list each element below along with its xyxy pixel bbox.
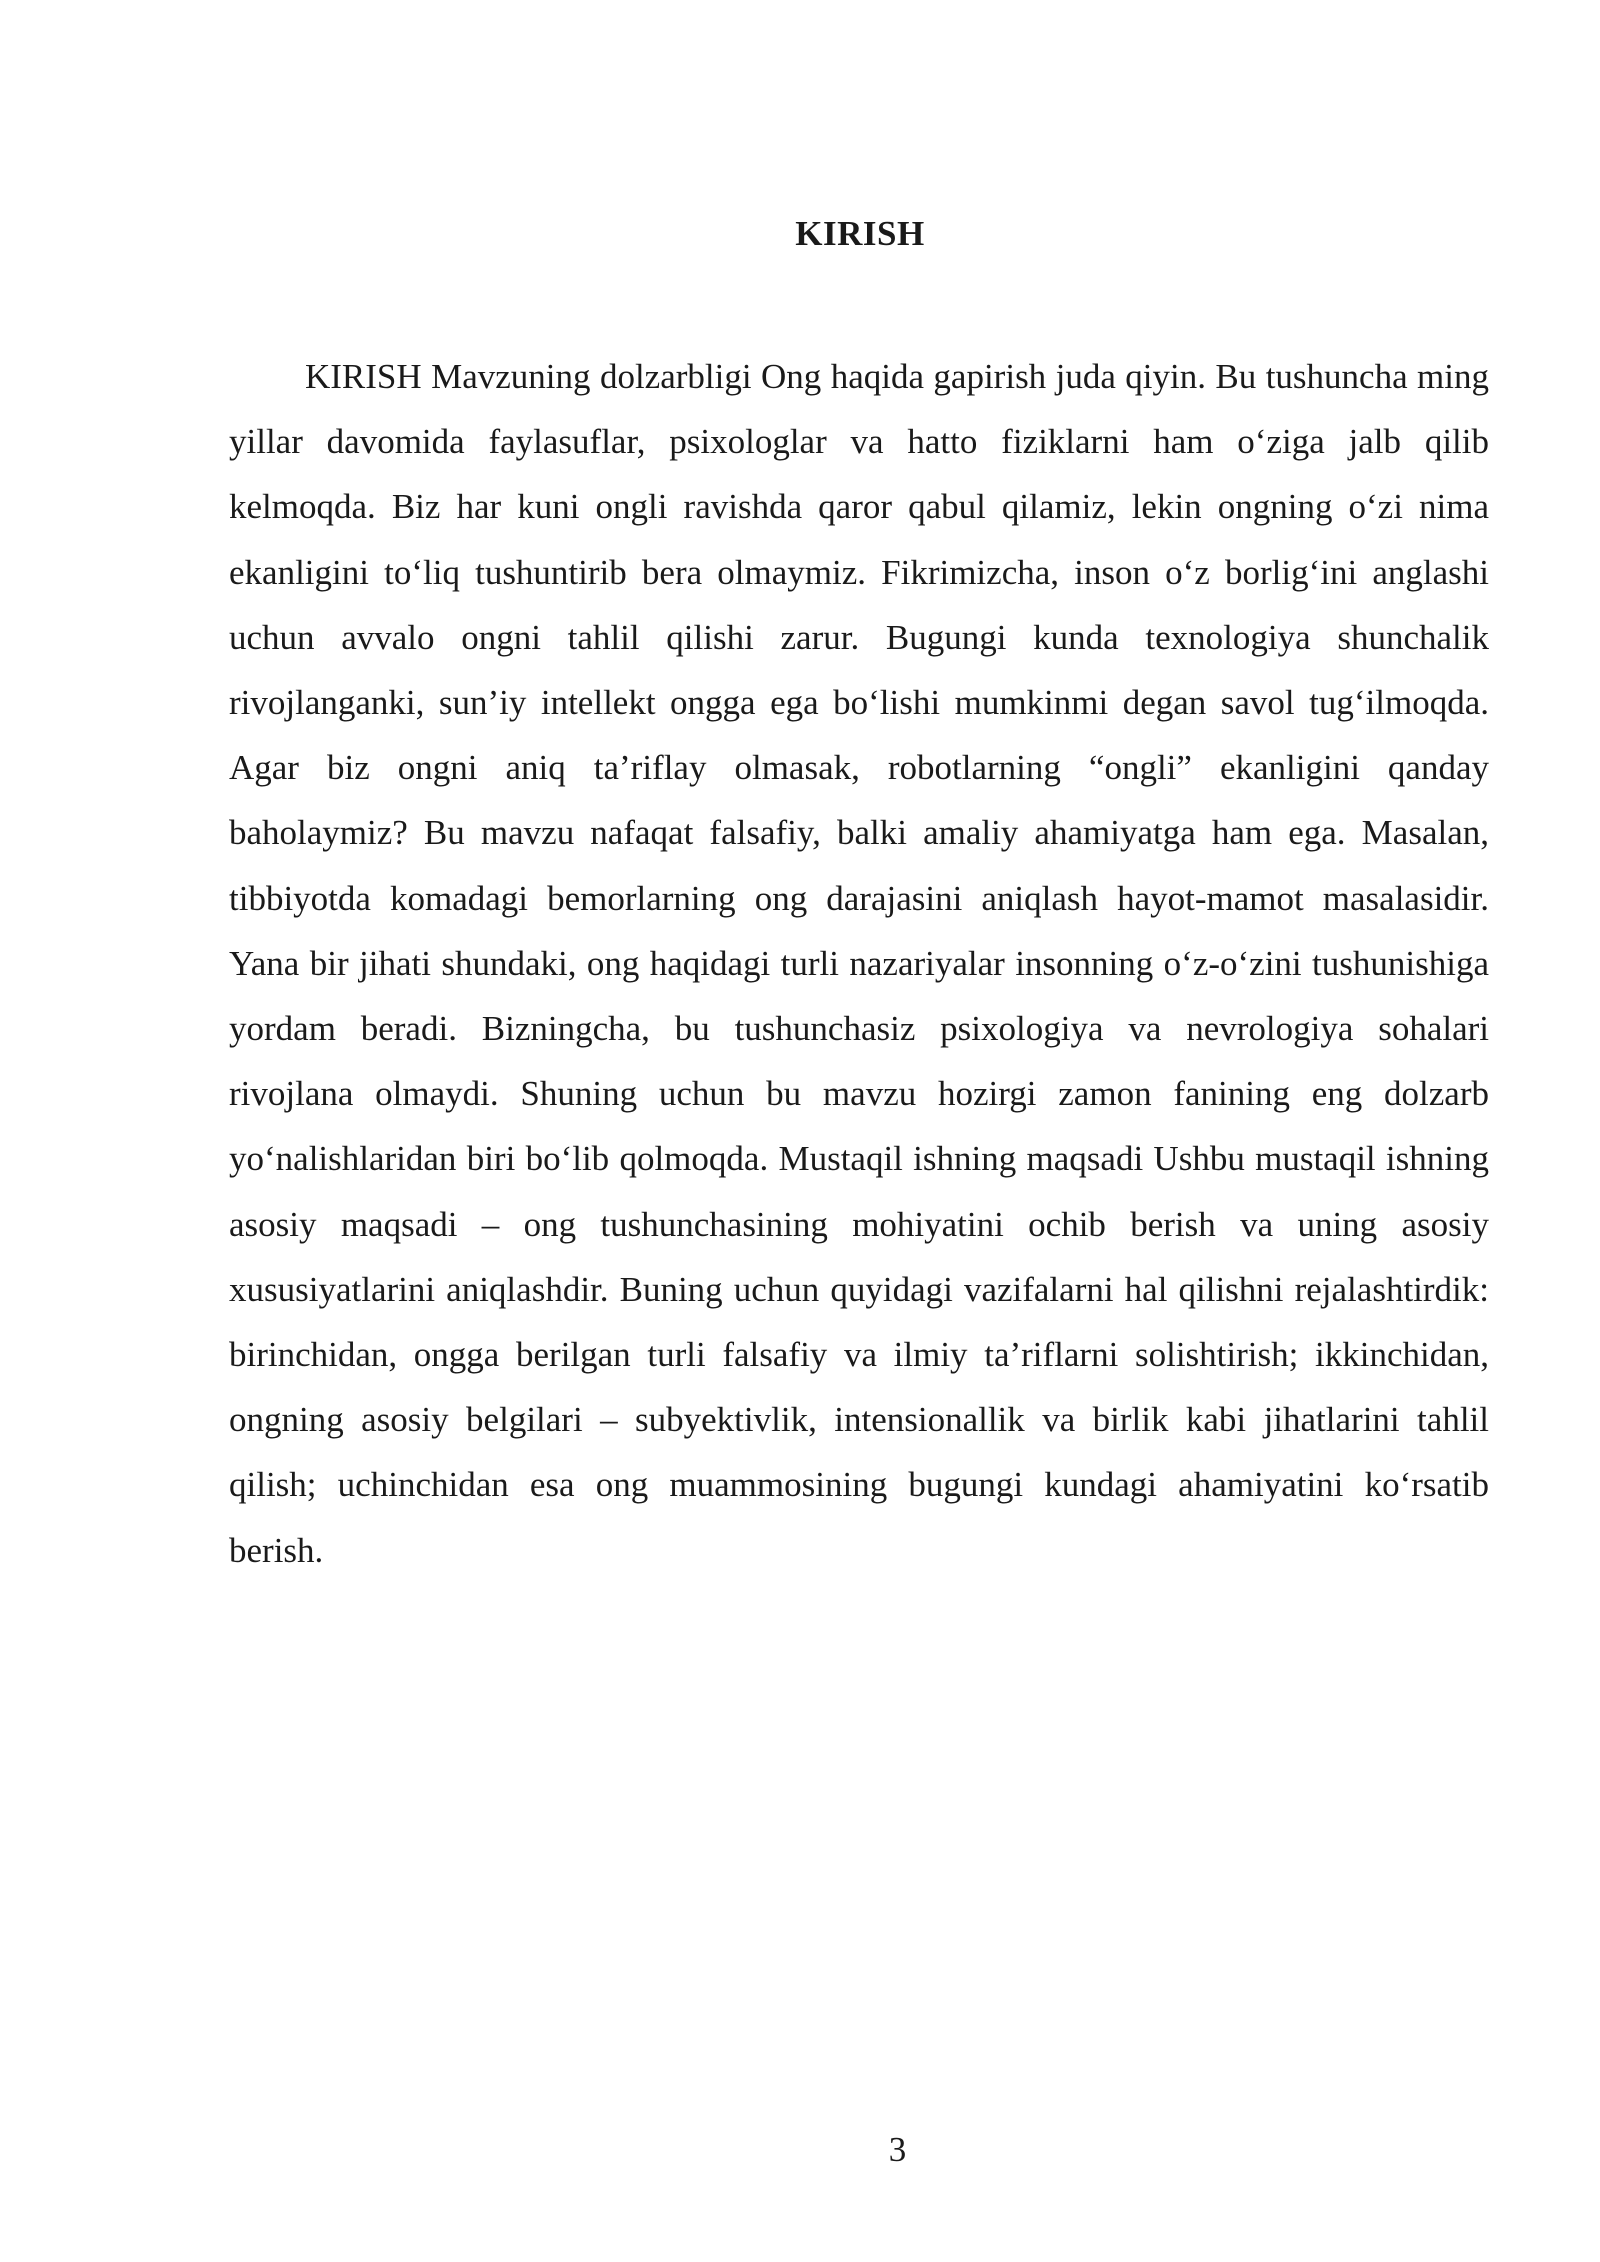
- page-title: KIRISH: [795, 214, 925, 253]
- page-number: 3: [888, 2130, 907, 2169]
- body-paragraph: KIRISH Mavzuning dolzarbligi Ong haqida gapirish juda qiyin. Bu tushuncha ming yillar davomida faylasuflar, psixologlar va hatto fiziklarni ham o‘ziga jalb qilib kelmoqda. Biz har kuni ongli ravishda qaror qabul qilamiz, lekin ongning o‘zi nima ekanligini to‘liq tushuntirib bera olmaymiz. Fikrimizcha, inson o‘z borlig‘ini anglashi uchun avvalo ongni tahlil qilishi zarur. Bugungi kunda texnologiya shunchalik rivojlanganki, sun’iy intellekt ongga ega bo‘lishi mumkinmi degan savol tug‘ilmoqda. Agar biz ongni aniq ta’riflay olmasak, robotlarning “ongli” ekanligini qanday baholaymiz? Bu mavzu nafaqat falsafiy, balki amaliy ahamiyatga ham ega. Masalan, tibbiyotda komadagi bemorlarning ong darajasini aniqlash hayot-mamot masalasidir. Yana bir jihati shundaki, ong haqidagi turli nazariyalar insonning o‘z-o‘zini tushunishiga yordam beradi. Bizningcha, bu tushunchasiz psixologiya va nevrologiya sohalari rivojlana olmaydi. Shuning uchun bu mavzu hozirgi zamon fanining eng dolzarb yo‘nalishlaridan biri bo‘lib qolmoqda. Mustaqil ishning maqsadi Ushbu mustaqil ishning asosiy maqsadi – ong tushunchasining mohiyatini ochib berish va uning asosiy xususiyatlarini aniqlashdir. Buning uchun quyidagi vazifalarni hal qilishni rejalashtirdik: birinchidan, ongga berilgan turli falsafiy va ilmiy ta’riflarni solishtirish; ikkinchidan, ongning asosiy belgilari – subyektivlik, intensionallik va birlik kabi jihatlarini tahlil qilish; uchinchidan esa ong muammosining bugungi kundagi ahamiyatini ko‘rsatib berish.: [229, 357, 1489, 1570]
